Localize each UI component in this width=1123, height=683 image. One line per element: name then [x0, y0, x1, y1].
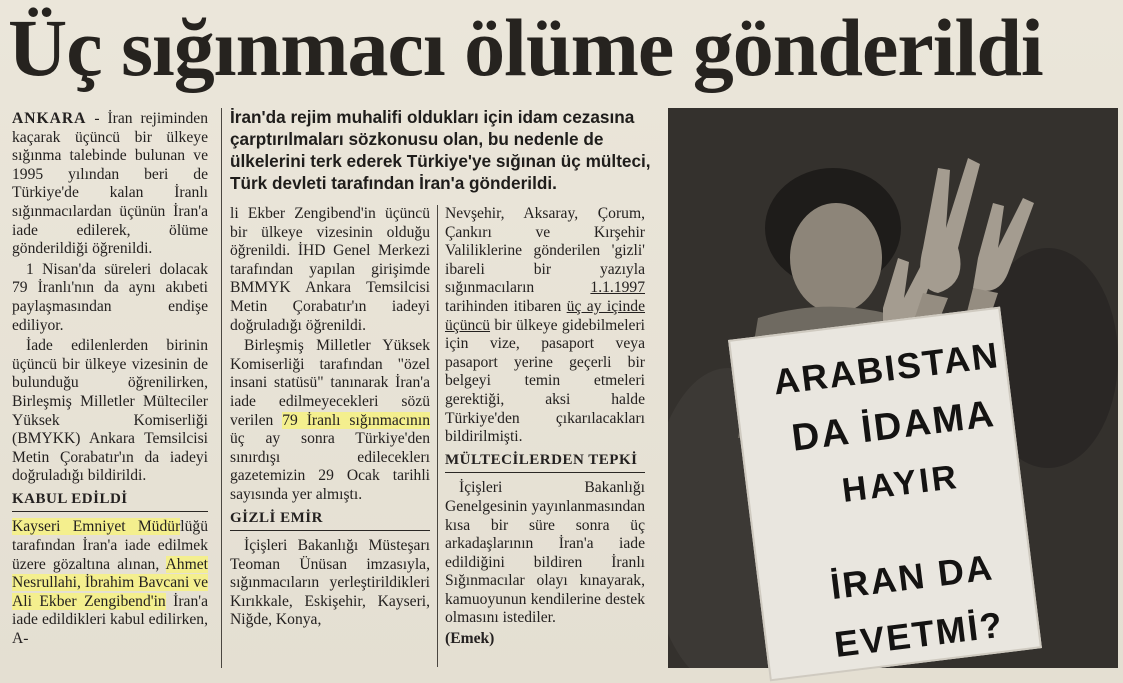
paragraph: Kayseri Emniyet Müdürlüğü tarafından İran'a iade edilmek üzere gözaltına alınan, Ahmet Nesrullahi, İbrahim Bavcani ve Ali Ekber Zengibend'in İran'a iade edildikleri kabul edilirken, A- [12, 518, 208, 648]
underlined-text: üç ay içinde üçüncü [445, 297, 645, 334]
paragraph: 1 Nisan'da süreleri dolacak 79 İranlı'nın da aynı akıbeti paylaşmasından endişe ediliyor. [12, 260, 208, 334]
sign-line: İRAN DA [828, 546, 996, 608]
underlined-text: 1.1.1997 [590, 279, 645, 297]
lead-paragraph: İran'da rejim muhalifi oldukları için idam cezasına çarptırılmaları sözkonusu olan, bu nedenle de ülkelerini terk ederek Türkiye'ye sığınan üç mülteci, Türk devleti tarafından İran'a gönderildi. [230, 107, 651, 193]
paragraph: İade edilenlerden birinin üçüncü bir ülkeye vizesinin de bulunduğu öğrenilirken, Birleşmiş Milletler Mülteciler Yüksek Komiserliği (BMYKK) Ankara Temsilcisi Metin Çorabatır'ın da iadeyi doğruladığı bildirildi. [12, 337, 208, 485]
article-column-2 [230, 205, 430, 632]
highlighted-text: 79 İranlı sığınmacının [282, 411, 430, 429]
subheading: GİZLİ EMİR [230, 509, 430, 532]
highlighted-text: Ahmet Nesrullahi, İbrahim Bavcani ve Ali Ekber Zengibend'in [12, 555, 208, 610]
protest-sign-text [759, 325, 1047, 679]
paragraph: ANKARA - İran rejiminden kaçarak üçüncü bir ülkeye sığınma talebinde bulunan ve 1995 yılından beri de Türkiye'de kalan İranlı sığınmacılardan üçünün İran'a iade edilerek, ölüme gönderildiği öğrenildi. [12, 110, 208, 258]
byline-credit: (Emek) [445, 630, 495, 648]
article-column-1 [12, 110, 208, 651]
subheading: MÜLTECİLERDEN TEPKİ [445, 451, 645, 474]
paragraph: İçişleri Bakanlığı Genelgesinin yayınlanmasından kısa bir süre sonra üç arkadaşlarının İran'a iade edildiğini bildiren İranlı Sığınmacılar olayı kınayarak, kamuoyunun kendilerine destek olmasını istediler. [445, 479, 645, 627]
paragraph: Nevşehir, Aksaray, Çorum, Çankırı ve Kırşehir Valiliklerine gönderilen 'gizli' ibareli bir yazıyla sığınmacıların 1.1.1997 tarihinden itibaren üç ay içinde üçüncü bir ülkeye gidebilmeleri için vize, pasaport veya pasaport yerine geçerli bir belgeyi temin etmeleri gerektiği, aksi halde Türkiye'den çıkarılacakları bildirilmişti. [445, 205, 645, 446]
article-column-3 [445, 205, 645, 651]
column-divider [437, 205, 438, 667]
paragraph: Birleşmiş Milletler Yüksek Komiserliği tarafından "özel insani statüsü" tanınarak İran'a iade edilmeyecekleri sözü verilen 79 İranlı sığınmacının üç ay sonra Türkiye'den sınırdışı edileceklerı gazetemizin 29 Ocak tarihli sayısında yer almıştı. [230, 337, 430, 503]
highlighted-text: Kayseri Emniyet Müdür [12, 518, 181, 536]
sign-line: DA İDAMA [789, 393, 998, 460]
column-divider [221, 108, 222, 668]
dateline: ANKARA [12, 110, 87, 127]
sign-line: HAYIR [839, 457, 962, 510]
sign-line: ARABISTAN [771, 334, 1002, 403]
subheading: KABUL EDİLDİ [12, 490, 208, 513]
sign-line: EVETMİ? [832, 603, 1006, 665]
paragraph: İçişleri Bakanlığı Müsteşarı Teoman Ünüsan imzasıyla, sığınmacıların yerleştirildikleri Kırıkkale, Eskişehir, Kayseri, Niğde, Konya, [230, 537, 430, 629]
paragraph: li Ekber Zengibend'in üçüncü bir ülkeye vizesinin olduğu öğrenildi. İHD Genel Merkezi tarafından yapılan girişimde BMMYK Ankara Temsilcisi Metin Çorabatır'ın iadeyi doğruladığı öğrenildi. [230, 205, 430, 334]
headline: Üç sığınmacı ölüme gönderildi [8, 2, 1043, 93]
